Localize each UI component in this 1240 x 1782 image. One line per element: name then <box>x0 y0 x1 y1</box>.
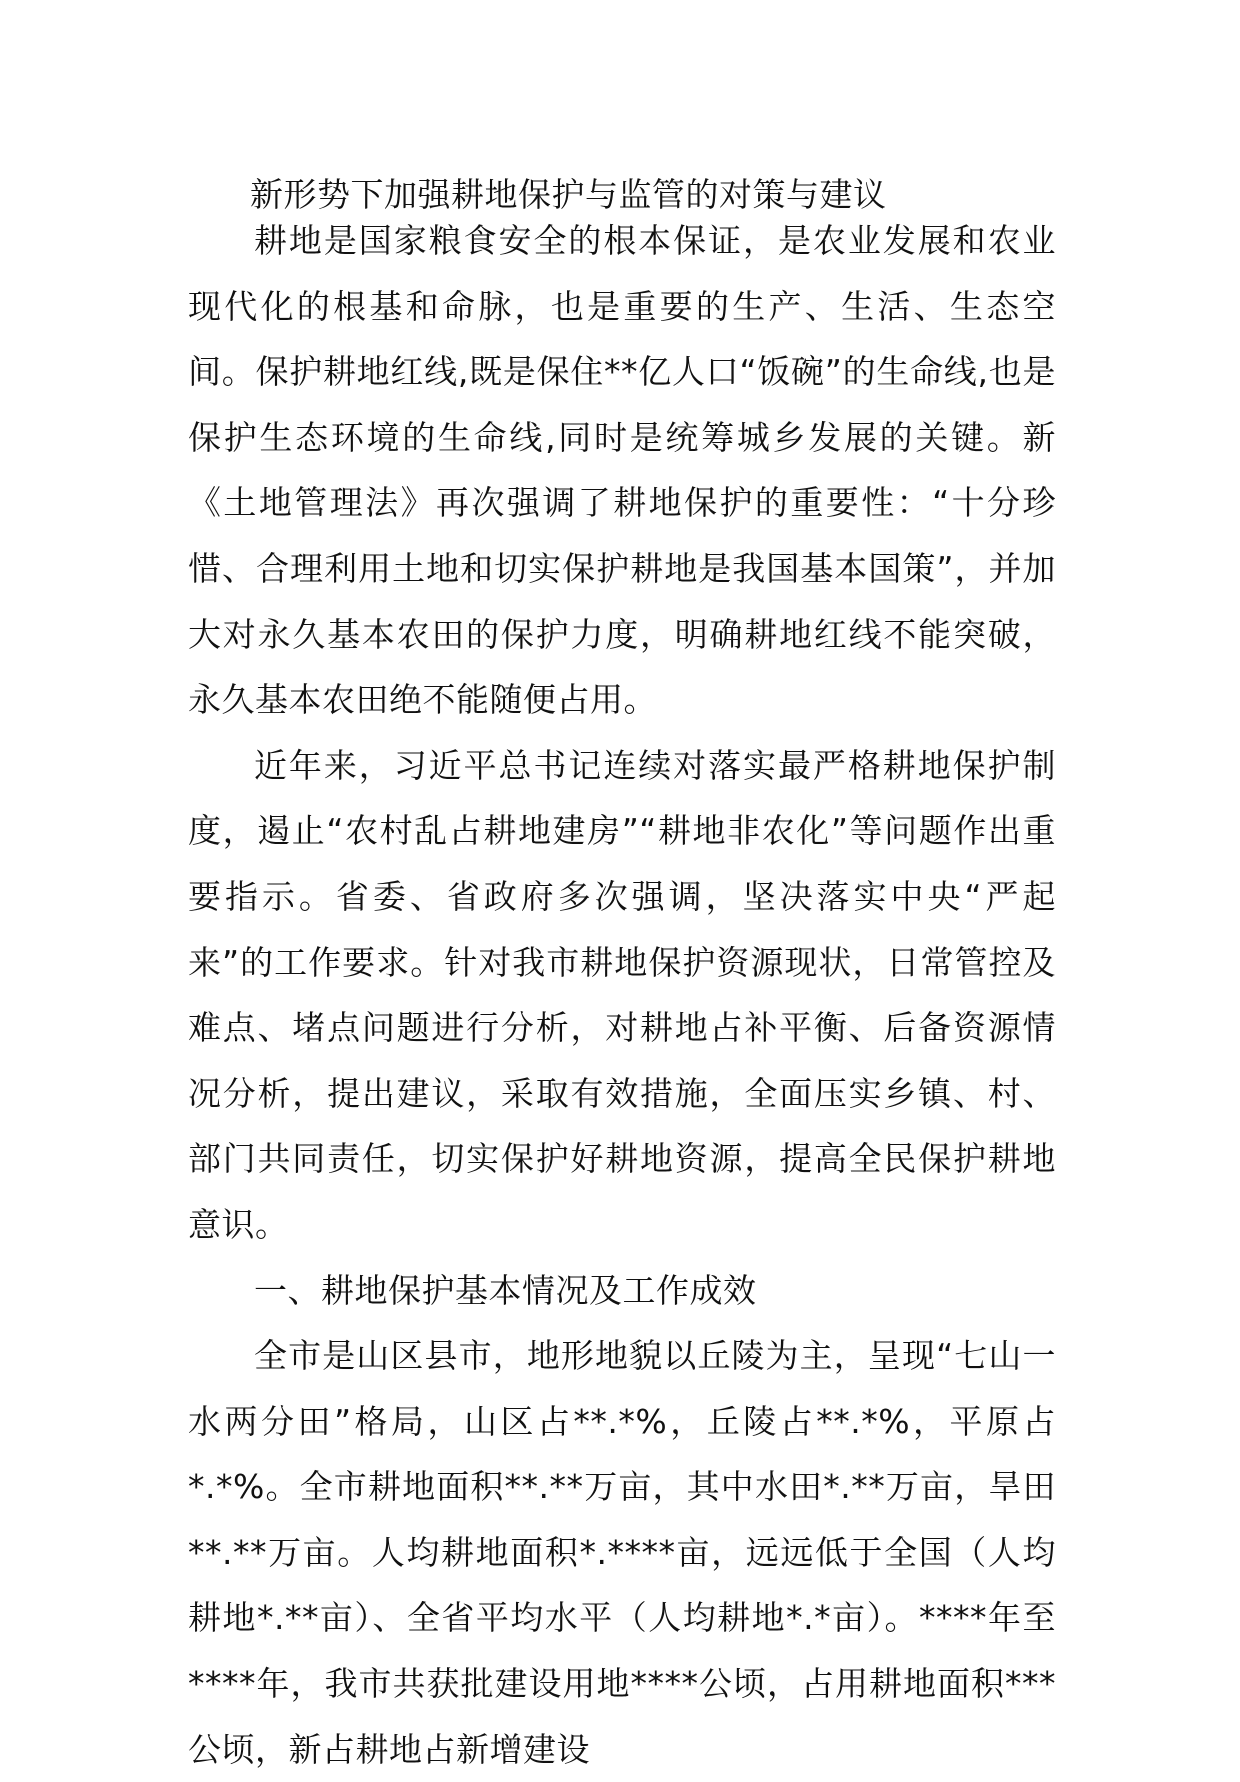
paragraph-city-overview: 全市是山区县市，地形地貌以丘陵为主，呈现“七山一水两分田”格局，山区占**.*%，丘陵占**.*%，平原占*.*%。全市耕地面积**.**万亩，其中水田*.**万亩，旱田**.**万亩。人均耕地面积*.****亩，远远低于全国（人均耕地*.**亩）、全省平均水平（人均耕地*.*亩）。****年至****年，我市共获批建设用地****公顷，占用耕地面积***公顷，新占耕地占新增建设 <box>188 1336 1056 1769</box>
document-body <box>188 208 1056 1782</box>
section-heading-1: 一、耕地保护基本情况及工作成效 <box>254 1270 757 1310</box>
document-title: 新形势下加强耕地保护与监管的对策与建议 <box>250 175 887 214</box>
paragraph-intro: 耕地是国家粮食安全的根本保证，是农业发展和农业现代化的根基和命脉，也是重要的生产、生活、生态空间。保护耕地红线,既是保住**亿人口“饭碗”的生命线,也是保护生态环境的生命线,同时是统筹城乡发展的关键。新《土地管理法》再次强调了耕地保护的重要性：“十分珍惜、合理利用土地和切实保护耕地是我国基本国策”，并加大对永久基本农田的保护力度，明确耕地红线不能突破，永久基本农田绝不能随便占用。 <box>188 221 1056 720</box>
paragraph-recent-years: 近年来，习近平总书记连续对落实最严格耕地保护制度，遏止“农村乱占耕地建房”“耕地非农化”等问题作出重要指示。省委、省政府多次强调，坚决落实中央“严起来”的工作要求。针对我市耕地保护资源现状，日常管控及难点、堵点问题进行分析，对耕地占补平衡、后备资源情况分析，提出建议，采取有效措施，全面压实乡镇、村、部门共同责任，切实保护好耕地资源，提高全民保护耕地意识。 <box>188 745 1056 1244</box>
